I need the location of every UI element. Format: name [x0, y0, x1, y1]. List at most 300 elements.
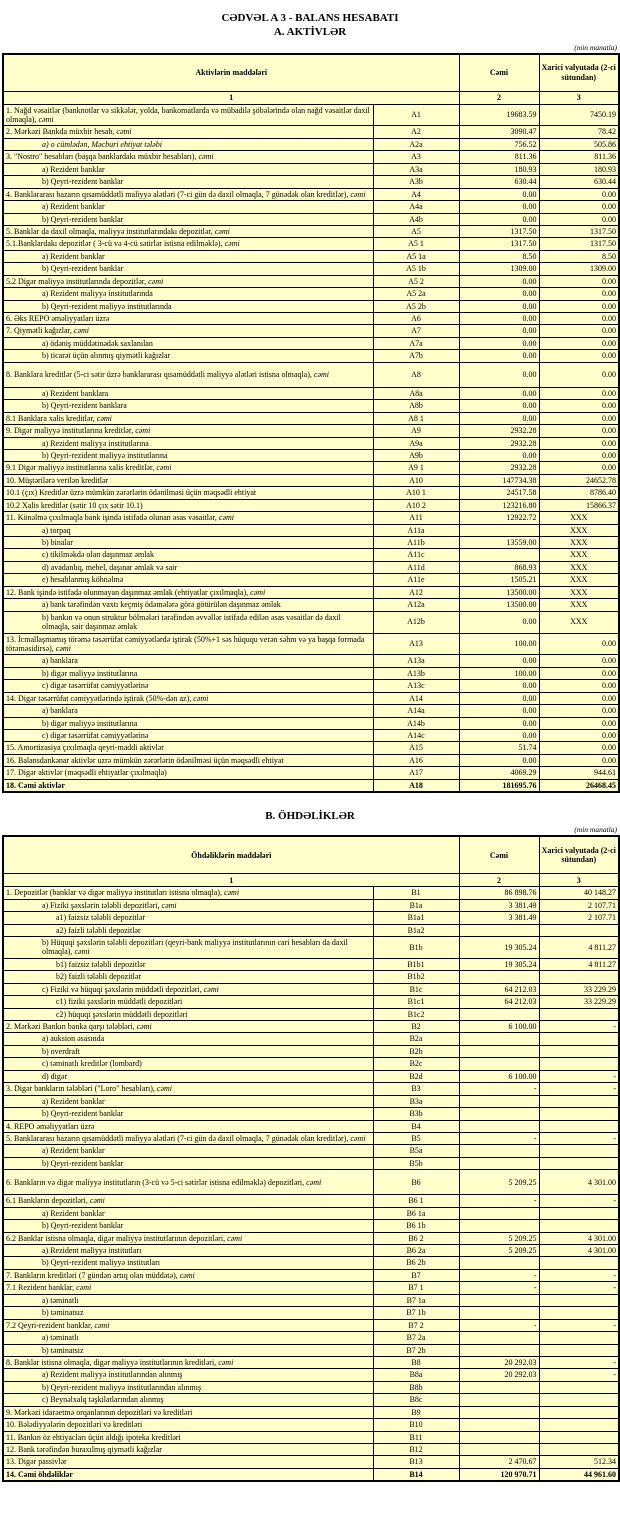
row-label: a) Rezident banklara	[3, 387, 373, 399]
value-xarici	[539, 924, 619, 936]
table-row	[3, 250, 619, 262]
value-xarici	[539, 1008, 619, 1020]
value-xarici: -	[539, 1070, 619, 1082]
liabilities-header-xarici: Xarici valyutada (2-ci sütundan)	[539, 836, 619, 874]
row-label: a) Rezident banklar	[3, 250, 373, 262]
value-xarici: 0.00	[539, 412, 619, 424]
value-xarici: 0.00	[539, 633, 619, 655]
row-code: B6 2b	[373, 1257, 459, 1269]
row-code: A13	[373, 633, 459, 655]
row-code: B8a	[373, 1369, 459, 1381]
row-code: B7 1	[373, 1282, 459, 1294]
value-cami: 0.00	[459, 275, 539, 287]
row-code: B7	[373, 1269, 459, 1281]
row-code: B3a	[373, 1095, 459, 1107]
row-code: A7	[373, 325, 459, 337]
row-code: A5 2b	[373, 300, 459, 312]
row-label: 1. Depozitlər (banklar və digər maliyyə institutları istisna olmaqla), cəmi	[3, 887, 373, 899]
table-row	[3, 705, 619, 717]
table-row	[3, 887, 619, 899]
row-label: c) digər təsərrüfat cəmiyyətlərinə	[3, 680, 373, 692]
value-xarici: -	[539, 1021, 619, 1033]
value-cami: 0.00	[459, 400, 539, 412]
value-xarici: XXX	[539, 549, 619, 561]
row-label: 8.1 Banklara xalis kreditlər, cəmi	[3, 412, 373, 424]
value-xarici	[539, 1344, 619, 1356]
row-label: c1) fiziki şəxslərin müddətli depozitləri	[3, 996, 373, 1008]
row-label: c) tikilməkdə olan daşınmaz əmlak	[3, 549, 373, 561]
value-xarici: 0.00	[539, 449, 619, 461]
value-xarici: XXX	[539, 524, 619, 536]
table-row	[3, 1332, 619, 1344]
value-cami: -	[459, 1083, 539, 1095]
row-label: 14. Digər təsərrüfat cəmiyyətlərində iştirak (50%-dən az), cəmi	[3, 692, 373, 704]
row-code: A10	[373, 474, 459, 486]
row-code: A5 2	[373, 275, 459, 287]
table-row	[3, 1058, 619, 1070]
table-row	[3, 1307, 619, 1319]
row-label: 6. Əks REPO əməliyyatları üzrə	[3, 313, 373, 325]
table-row	[3, 151, 619, 163]
value-xarici	[539, 1419, 619, 1431]
value-cami	[459, 924, 539, 936]
table-row	[3, 779, 619, 792]
row-label: 11. Bankın öz ehtiyacları üçün aldığı ipoteka kreditləri	[3, 1431, 373, 1443]
table-row	[3, 1369, 619, 1381]
row-code: A12b	[373, 611, 459, 633]
table-row	[3, 655, 619, 667]
value-cami: -	[459, 1269, 539, 1281]
assets-header-cami: Cəmi	[459, 54, 539, 92]
table-row	[3, 263, 619, 275]
value-xarici: 0.00	[539, 655, 619, 667]
value-cami: 13500.00	[459, 586, 539, 598]
table-row	[3, 238, 619, 250]
table-row	[3, 996, 619, 1008]
row-label: a) Fiziki şəxslərin tələbli depozitləri, cəmi	[3, 899, 373, 911]
page-title-line2: A. AKTİVLƏR	[273, 26, 347, 39]
table-row	[3, 1207, 619, 1219]
table-row	[3, 936, 619, 958]
value-xarici: 44 961.60	[539, 1468, 619, 1481]
row-code: A3a	[373, 163, 459, 175]
row-label: a) bank tərəfindən vaxtı keçmiş ödəmələrə görə götürülən daşınmaz əmlak	[3, 599, 373, 611]
row-label: b1) faizsiz tələbli depozitlər	[3, 958, 373, 970]
value-xarici	[539, 1207, 619, 1219]
row-label: 10.1 (çıx) Kreditlər üzrə mümkün zərərlərin ödənilməsi üçün məqsədli ehtiyat	[3, 487, 373, 499]
row-code: A2a	[373, 138, 459, 150]
row-label: b) Qeyri-rezident banklar	[3, 1220, 373, 1232]
value-cami: 2 470.67	[459, 1456, 539, 1468]
value-cami: 64 212.03	[459, 983, 539, 995]
row-code: B7 1a	[373, 1294, 459, 1306]
value-cami: 0.00	[459, 313, 539, 325]
table-row	[3, 362, 619, 387]
value-cami: 1317.50	[459, 238, 539, 250]
assets-header-row	[3, 54, 619, 92]
value-xarici	[539, 1058, 619, 1070]
row-code: A1	[373, 104, 459, 126]
table-row	[3, 767, 619, 779]
row-code: B1a2	[373, 924, 459, 936]
row-label: c) Beynəlxalq təşkilatlarından alınmış	[3, 1394, 373, 1406]
value-xarici: 4 811.27	[539, 936, 619, 958]
row-label: 2. Mərkəzi Bankda müxbir hesab, cəmi	[3, 126, 373, 138]
value-cami: 180.93	[459, 163, 539, 175]
value-cami: -	[459, 1282, 539, 1294]
row-code: B7 1b	[373, 1307, 459, 1319]
row-label: a) Rezident maliyyə institutlarında	[3, 288, 373, 300]
value-xarici: 2 107.71	[539, 912, 619, 924]
table-row	[3, 1444, 619, 1456]
value-xarici: 630.44	[539, 176, 619, 188]
value-xarici: -	[539, 1132, 619, 1144]
table-row	[3, 499, 619, 511]
row-label: 9. Digər maliyyə institutlarına kreditlər, cəmi	[3, 425, 373, 437]
value-xarici	[539, 1220, 619, 1232]
value-cami: 0.00	[459, 449, 539, 461]
value-xarici	[539, 1381, 619, 1393]
row-code: B1a	[373, 899, 459, 911]
row-code: A14	[373, 692, 459, 704]
table-row	[3, 225, 619, 237]
row-code: B2	[373, 1021, 459, 1033]
row-label: b) Qeyri-rezident maliyyə institutları	[3, 1257, 373, 1269]
value-cami	[459, 1033, 539, 1045]
value-xarici	[539, 1406, 619, 1418]
value-cami: 19 305.24	[459, 958, 539, 970]
row-label: e) hesablanmış köhnəlmə	[3, 574, 373, 586]
row-code: A9	[373, 425, 459, 437]
value-cami	[459, 1381, 539, 1393]
table-row	[3, 1095, 619, 1107]
row-label: 6. Bankların və digər maliyyə institutların (3-cü və 5-ci sətirlər istisna edilməklə) depozitləri, cəmi	[3, 1170, 373, 1195]
row-code: B9	[373, 1406, 459, 1418]
table-row	[3, 692, 619, 704]
row-label: 1. Nağd vəsaitlər (banknotlar və sikkələr, yolda, bankomatlarda və mübadilə şöbələrində olan nağd vəsaitlər daxil olmaqla), cəmi	[3, 104, 373, 126]
value-cami: 0.00	[459, 188, 539, 200]
row-label: a) auksion əsasında	[3, 1033, 373, 1045]
table-row	[3, 400, 619, 412]
liabilities-header-row	[3, 836, 619, 874]
table-row	[3, 350, 619, 362]
row-code: B8c	[373, 1394, 459, 1406]
row-code: A6	[373, 313, 459, 325]
row-label: a) Rezident banklar	[3, 1145, 373, 1157]
value-cami: -	[459, 1195, 539, 1207]
row-label: a) Rezident banklar	[3, 201, 373, 213]
row-code: A9b	[373, 449, 459, 461]
row-label: a) Rezident maliyyə institutlarından alınmış	[3, 1369, 373, 1381]
row-label: b) Qeyri-rezident banklara	[3, 400, 373, 412]
value-xarici	[539, 1095, 619, 1107]
value-xarici: 0.00	[539, 667, 619, 679]
row-label: a) o cümlədən, Məcburi ehtiyat tələbi	[3, 138, 373, 150]
row-label: 5. Banklar da daxil olmaqla, maliyyə institutlarındakı depozitlər, cəmi	[3, 225, 373, 237]
value-xarici: 24652.78	[539, 474, 619, 486]
table-row	[3, 300, 619, 312]
table-row	[3, 163, 619, 175]
col-num-3: 3	[539, 874, 619, 887]
row-label: a2) faizli tələbli depozitlər	[3, 924, 373, 936]
row-label: c) Fiziki və hüquqi şəxslərin müddətli depozitləri, cəmi	[3, 983, 373, 995]
row-label: a) Rezident banklar	[3, 1095, 373, 1107]
value-cami	[459, 1294, 539, 1306]
col-num-3: 3	[539, 91, 619, 104]
value-xarici	[539, 1332, 619, 1344]
row-label: a) təminatlı	[3, 1294, 373, 1306]
value-xarici	[539, 1294, 619, 1306]
table-row	[3, 1282, 619, 1294]
table-row	[3, 524, 619, 536]
row-label: 10.2 Xalis kreditlər (sətir 10 çıx sətir 10.1)	[3, 499, 373, 511]
row-code: A4b	[373, 213, 459, 225]
row-label: b) binalar	[3, 537, 373, 549]
value-cami: 0.00	[459, 337, 539, 349]
row-label: 15. Amortizasiya çıxılmaqla qeyri-maddi aktivlər	[3, 742, 373, 754]
value-xarici: 7450.19	[539, 104, 619, 126]
row-label: 4. Banklararası bazarın qısamüddətli maliyyə alətləri (7-ci gün də daxil olmaqla, 7 günədək olan kreditlər), cəmi	[3, 188, 373, 200]
value-cami: 0.00	[459, 213, 539, 225]
page-title	[0, 0, 620, 40]
value-xarici: 0.00	[539, 275, 619, 287]
value-cami: 1317.50	[459, 225, 539, 237]
value-cami: 0.00	[459, 350, 539, 362]
row-code: B6 2	[373, 1232, 459, 1244]
row-label: 7.1 Rezident banklar, cəmi	[3, 1282, 373, 1294]
row-code: B13	[373, 1456, 459, 1468]
value-cami: 811.36	[459, 151, 539, 163]
row-code: B5b	[373, 1157, 459, 1169]
row-code: A13a	[373, 655, 459, 667]
row-label: 5. Banklararası bazarın qısamüddətli maliyyə alətləri (7-ci gün də daxil olmaqla, 7 günədək olan kreditlər), cəmi	[3, 1132, 373, 1144]
table-row	[3, 474, 619, 486]
value-xarici: 1309.00	[539, 263, 619, 275]
value-cami: 19 305.24	[459, 936, 539, 958]
table-row	[3, 437, 619, 449]
table-row	[3, 188, 619, 200]
row-code: A12	[373, 586, 459, 598]
value-xarici: 0.00	[539, 437, 619, 449]
value-cami: 0.00	[459, 412, 539, 424]
row-code: B6	[373, 1170, 459, 1195]
section-b-title: B. ÖHDƏLİKLƏR	[265, 810, 355, 823]
table-row	[3, 1033, 619, 1045]
value-xarici: 4 301.00	[539, 1232, 619, 1244]
table-row	[3, 1257, 619, 1269]
value-cami: 756.52	[459, 138, 539, 150]
row-code: A5 1	[373, 238, 459, 250]
row-code: A18	[373, 779, 459, 792]
row-label: b) Qeyri-rezident maliyyə institutlarına	[3, 449, 373, 461]
value-cami	[459, 1157, 539, 1169]
table-row	[3, 201, 619, 213]
table-row	[3, 1070, 619, 1082]
row-label: b) digər maliyyə institutlarına	[3, 667, 373, 679]
row-code: A2	[373, 126, 459, 138]
value-cami: 0.00	[459, 655, 539, 667]
value-cami	[459, 549, 539, 561]
row-code: A11c	[373, 549, 459, 561]
row-label: b) Qeyri-rezident banklar	[3, 1108, 373, 1120]
table-row	[3, 549, 619, 561]
value-xarici	[539, 1307, 619, 1319]
row-label: 10. Bələdiyyələrin depozitləri və kreditləri	[3, 1419, 373, 1431]
row-code: A13b	[373, 667, 459, 679]
row-code: A14a	[373, 705, 459, 717]
value-cami: 13500.00	[459, 599, 539, 611]
value-cami: 123216.80	[459, 499, 539, 511]
value-xarici: 0.00	[539, 288, 619, 300]
row-code: A7a	[373, 337, 459, 349]
table-row	[3, 1319, 619, 1331]
row-code: A11e	[373, 574, 459, 586]
value-xarici	[539, 1033, 619, 1045]
table-row	[3, 983, 619, 995]
value-cami: 24517.58	[459, 487, 539, 499]
table-row	[3, 1220, 619, 1232]
table-row	[3, 1195, 619, 1207]
value-xarici: 4 301.00	[539, 1245, 619, 1257]
value-cami	[459, 1257, 539, 1269]
row-label: b) Qeyri-rezident maliyyə institutlarında	[3, 300, 373, 312]
table-row	[3, 337, 619, 349]
row-code: B7 2b	[373, 1344, 459, 1356]
assets-header-xarici: Xarici valyutada (2-ci sütundan)	[539, 54, 619, 92]
row-code: A14c	[373, 730, 459, 742]
value-xarici	[539, 1394, 619, 1406]
value-xarici: -	[539, 1282, 619, 1294]
row-code: A14b	[373, 717, 459, 729]
row-code: B5	[373, 1132, 459, 1144]
row-code: B7 2	[373, 1319, 459, 1331]
value-xarici: 512.34	[539, 1456, 619, 1468]
value-cami: 0.00	[459, 705, 539, 717]
row-code: A4	[373, 188, 459, 200]
row-label: 7.2 Qeyri-rezident banklar, cəmi	[3, 1319, 373, 1331]
row-label: b2) faizli tələbli depozitlər	[3, 971, 373, 983]
row-label: d) avadanlıq, mebel, daşınar əmlak və sair	[3, 561, 373, 573]
value-cami: 19683.59	[459, 104, 539, 126]
table-row	[3, 412, 619, 424]
value-cami: 20 292.03	[459, 1369, 539, 1381]
liabilities-header-cami: Cəmi	[459, 836, 539, 874]
row-code: A13c	[373, 680, 459, 692]
value-xarici: 1317.50	[539, 238, 619, 250]
table-row	[3, 462, 619, 474]
value-cami	[459, 1394, 539, 1406]
row-code: A4a	[373, 201, 459, 213]
value-xarici: 0.00	[539, 680, 619, 692]
value-xarici: 0.00	[539, 188, 619, 200]
row-label: 12. Bank tərəfindən buraxılmış qiymətli kağızlar	[3, 1444, 373, 1456]
table-row	[3, 138, 619, 150]
value-cami: 6 100.00	[459, 1070, 539, 1082]
row-code: A11d	[373, 561, 459, 573]
row-label: 8. Banklara kreditlər (5-ci sətir üzrə banklararası qısamüddətli maliyyə alətləri istisna olmaqla), cəmi	[3, 362, 373, 387]
table-row	[3, 611, 619, 633]
row-label: a1) faizsiz tələbli depozitlər	[3, 912, 373, 924]
value-xarici	[539, 1444, 619, 1456]
value-xarici: 0.00	[539, 705, 619, 717]
table-row	[3, 586, 619, 598]
value-xarici: 0.00	[539, 462, 619, 474]
table-row	[3, 633, 619, 655]
value-cami	[459, 1207, 539, 1219]
table-row	[3, 730, 619, 742]
row-label: a) banklara	[3, 705, 373, 717]
row-label: 8. Banklar istisna olmaqla, digər maliyyə institutlarının kreditləri, cəmi	[3, 1356, 373, 1368]
value-xarici: 4 811.27	[539, 958, 619, 970]
value-cami: 0.00	[459, 692, 539, 704]
table-row	[3, 1269, 619, 1281]
table-row	[3, 599, 619, 611]
liabilities-header-label: Öhdəliklərin maddələri	[3, 836, 459, 874]
value-cami	[459, 524, 539, 536]
row-code: B11	[373, 1431, 459, 1443]
value-xarici: XXX	[539, 537, 619, 549]
value-xarici: 2 107.71	[539, 899, 619, 911]
row-code: B14	[373, 1468, 459, 1481]
row-code: B2a	[373, 1033, 459, 1045]
value-xarici: 0.00	[539, 754, 619, 766]
row-code: A5 1a	[373, 250, 459, 262]
table-row	[3, 561, 619, 573]
row-label: 11. Könəlmə çıxılmaqla bank işində istifadə olunan əsas vəsaitlər, cəmi	[3, 512, 373, 524]
value-cami	[459, 1332, 539, 1344]
row-code: A5 2a	[373, 288, 459, 300]
value-cami: 86 898.76	[459, 887, 539, 899]
value-cami: 0.00	[459, 362, 539, 387]
value-cami	[459, 1045, 539, 1057]
value-cami: 64 212.03	[459, 996, 539, 1008]
table-row	[3, 1468, 619, 1481]
value-xarici: 40 148.27	[539, 887, 619, 899]
value-xarici: 0.00	[539, 692, 619, 704]
row-code: B6 1	[373, 1195, 459, 1207]
value-xarici: -	[539, 1083, 619, 1095]
row-label: 13. Digər passivlər	[3, 1456, 373, 1468]
row-label: 5.1.Banklardakı depozitlər ( 3-cü və 4-cü sətirlər istisna edilməklə), cəmi	[3, 238, 373, 250]
liabilities-column-numbers	[3, 874, 619, 887]
row-code: B1b	[373, 936, 459, 958]
row-label: a) təminatlı	[3, 1332, 373, 1344]
row-code: B2c	[373, 1058, 459, 1070]
table-row	[3, 1356, 619, 1368]
value-cami: 0.00	[459, 201, 539, 213]
row-label: 4. REPO əməliyyatları üzrə	[3, 1120, 373, 1132]
value-xarici: 1317.50	[539, 225, 619, 237]
col-num-1: 1	[3, 874, 459, 887]
value-xarici: -	[539, 1195, 619, 1207]
value-cami	[459, 1220, 539, 1232]
row-label: 13. İcmallaşmamış törəmə təsərrüfat cəmiyyətlərdə iştirak (50%+1 səs hüququ verən səhm və ya başqa formada törəməsidirsə), cəmi	[3, 633, 373, 655]
table-row	[3, 971, 619, 983]
table-row	[3, 1132, 619, 1144]
value-xarici: 0.00	[539, 201, 619, 213]
row-label: 18. Cəmi aktivlər	[3, 779, 373, 792]
value-xarici: 78.42	[539, 126, 619, 138]
value-cami: 1309.00	[459, 263, 539, 275]
value-cami: 0.00	[459, 717, 539, 729]
value-cami: 147734.38	[459, 474, 539, 486]
row-label: 2. Mərkəzi Bankın banka qarşı tələbləri, cəmi	[3, 1021, 373, 1033]
table-row	[3, 176, 619, 188]
value-cami: 20 292.03	[459, 1356, 539, 1368]
table-row	[3, 1406, 619, 1418]
table-row	[3, 1344, 619, 1356]
value-cami: 3 381.49	[459, 912, 539, 924]
